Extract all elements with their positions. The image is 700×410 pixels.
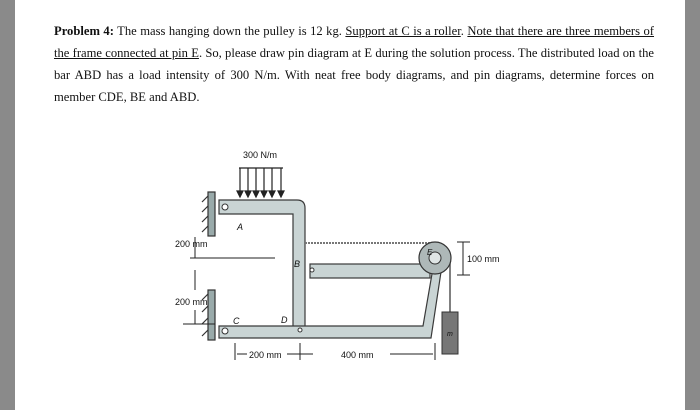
distributed-load (237, 168, 284, 197)
problem-heading: Problem 4: (54, 24, 114, 38)
problem-sentence-2-end: . (460, 24, 468, 38)
dim-200-horiz: 200 mm (249, 350, 282, 360)
dimension-lines-left (183, 237, 275, 324)
page (15, 0, 685, 410)
point-E-label: E (427, 248, 433, 257)
problem-roller-note: Support at C is a roller (345, 24, 461, 38)
dim-200-bottom: 200 mm (175, 297, 208, 307)
dim-400-horiz: 400 mm (341, 350, 374, 360)
dim-100: 100 mm (467, 254, 500, 264)
pin-D (298, 328, 302, 332)
dim-200-top: 200 mm (175, 239, 208, 249)
pin-B (310, 268, 314, 272)
problem-sentence-1: The mass hanging down the pulley is 12 kg. (113, 24, 346, 38)
mass-label: m (447, 331, 453, 338)
point-A-label: A (237, 222, 244, 232)
pin-C (222, 328, 228, 334)
member-BE (310, 264, 430, 278)
problem-statement (54, 20, 654, 108)
point-C-label: C (233, 316, 240, 326)
wall-support-A (202, 192, 215, 236)
problem-pin-note: Note that there are three members of the frame connected at pin E (54, 24, 655, 60)
point-D-label: D (281, 315, 288, 325)
pulley (419, 242, 451, 274)
pin-A (222, 204, 228, 210)
frame-figure (15, 140, 685, 410)
problem-sentence-3: . So, please draw pin diagram at E during the solution process. The distributed load on the bar ABD has a load intensity of 300 N/m. With neat free body diagrams, and pin diagrams, determine forces on member CDE, BE and ABD. (54, 46, 654, 104)
member-ABD (219, 200, 305, 330)
point-B-label: B (294, 259, 301, 269)
load-label: 300 N/m (243, 150, 278, 160)
